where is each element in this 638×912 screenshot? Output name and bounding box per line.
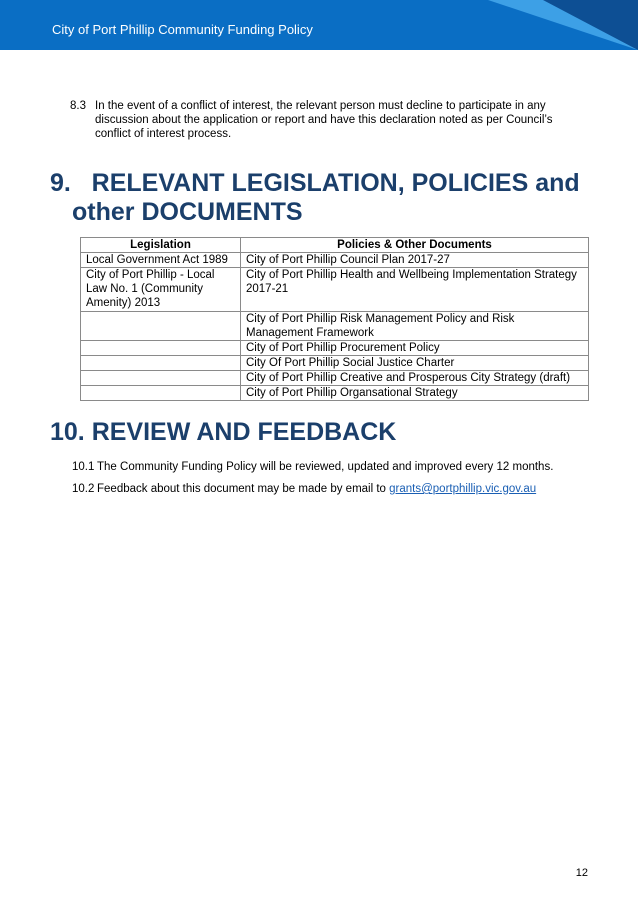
- section-9-heading-line2: other DOCUMENTS: [72, 198, 303, 226]
- page-number: 12: [575, 867, 588, 879]
- table-row: [81, 268, 589, 312]
- clause-line: discussion about the application or report and have this declaration noted as per Council’s: [95, 114, 553, 126]
- item-number: 10.1: [72, 461, 95, 473]
- policy-cell: City Of Port Phillip Social Justice Charter: [241, 356, 589, 371]
- policy-cell: City of Port Phillip Organsational Strategy: [241, 386, 589, 401]
- legislation-cell: [81, 312, 241, 341]
- review-item-10-1: [72, 460, 553, 474]
- policy-cell: City of Port Phillip Procurement Policy: [241, 341, 589, 356]
- legislation-cell: [81, 371, 241, 386]
- page-header: [0, 0, 638, 50]
- table-row: [81, 356, 589, 371]
- feedback-email-link[interactable]: grants@portphillip.vic.gov.au: [389, 483, 537, 495]
- table-row: [81, 341, 589, 356]
- clause-line: In the event of a conflict of interest, the relevant person must decline to participate in any: [95, 100, 546, 112]
- review-item-10-2: [72, 482, 536, 496]
- table-row: [81, 312, 589, 341]
- table-row: [81, 253, 589, 268]
- clause-line: conflict of interest process.: [95, 128, 232, 140]
- section-10-heading: 10. REVIEW AND FEEDBACK: [50, 418, 397, 446]
- clause-number: 8.3: [70, 100, 86, 112]
- policy-cell: City of Port Phillip Risk Management Policy and Risk Management Framework: [241, 312, 589, 341]
- column-header-policies: Policies & Other Documents: [241, 238, 589, 253]
- column-header-legislation: Legislation: [81, 238, 241, 253]
- legislation-cell: [81, 386, 241, 401]
- policy-cell: City of Port Phillip Council Plan 2017-27: [241, 253, 589, 268]
- section-9-heading-line1: 9. RELEVANT LEGISLATION, POLICIES and: [50, 169, 580, 197]
- table-row: [81, 386, 589, 401]
- legislation-documents-table: [80, 237, 589, 401]
- header-decoration-dark: [543, 0, 638, 50]
- item-text: The Community Funding Policy will be reviewed, updated and improved every 12 months.: [97, 461, 554, 473]
- item-text: Feedback about this document may be made by email to: [97, 483, 390, 495]
- policy-cell: City of Port Phillip Health and Wellbeing Implementation Strategy 2017-21: [241, 268, 589, 312]
- document-title: City of Port Phillip Community Funding Policy: [52, 22, 313, 37]
- table-row: [81, 371, 589, 386]
- legislation-cell: [81, 341, 241, 356]
- legislation-cell: City of Port Phillip - Local Law No. 1 (Community Amenity) 2013: [81, 268, 241, 312]
- legislation-cell: Local Government Act 1989: [81, 253, 241, 268]
- item-number: 10.2: [72, 483, 95, 495]
- policy-cell: City of Port Phillip Creative and Prosperous City Strategy (draft): [241, 371, 589, 386]
- legislation-cell: [81, 356, 241, 371]
- table-header-row: [81, 238, 589, 253]
